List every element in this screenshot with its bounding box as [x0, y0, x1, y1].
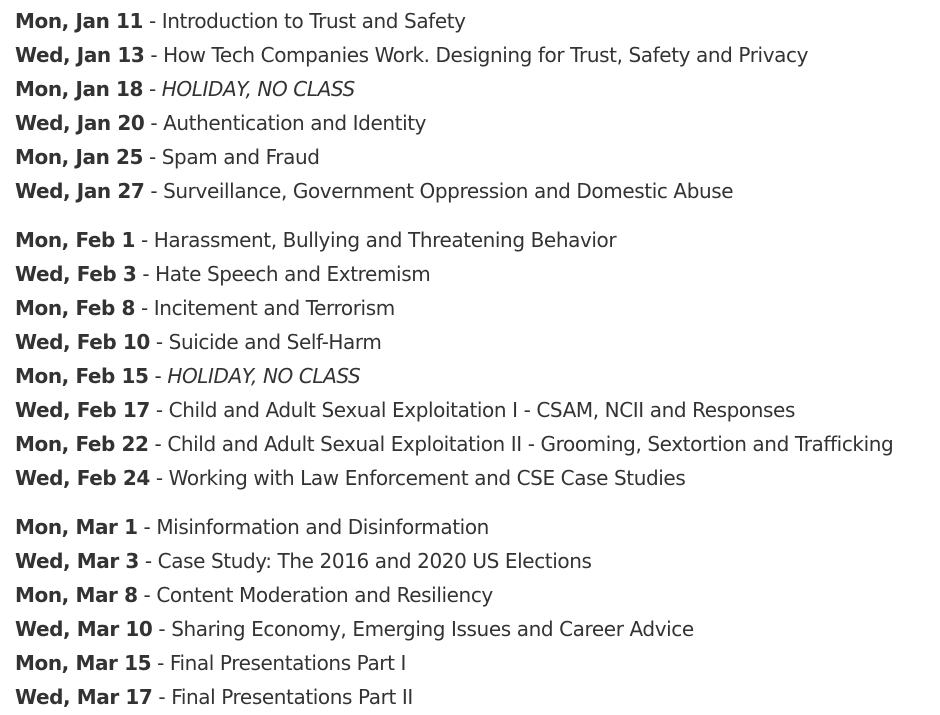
schedule-row — [15, 646, 940, 680]
separator: - — [149, 466, 169, 490]
session-date: Wed, Feb 17 — [15, 398, 150, 422]
separator: - — [144, 179, 164, 203]
separator: - — [137, 515, 157, 539]
separator: - — [149, 398, 169, 422]
separator: - — [149, 330, 169, 354]
schedule-row — [15, 461, 940, 495]
session-date: Wed, Jan 13 — [15, 43, 145, 67]
session-date: Wed, Mar 3 — [15, 549, 139, 573]
session-date: Mon, Feb 1 — [15, 228, 136, 252]
separator: - — [148, 364, 168, 388]
session-topic: Surveillance, Government Oppression and Domestic Abuse — [163, 179, 734, 203]
separator: - — [144, 43, 164, 67]
separator: - — [143, 9, 162, 33]
schedule-row — [15, 4, 940, 38]
schedule-row — [15, 680, 940, 714]
session-date: Mon, Feb 22 — [15, 432, 149, 456]
session-topic: Suicide and Self-Harm — [168, 330, 382, 354]
schedule-row — [15, 38, 940, 72]
schedule-row — [15, 427, 940, 461]
session-topic: Child and Adult Sexual Exploitation I - CSAM, NCII and Responses — [168, 398, 795, 422]
holiday-notice: HOLIDAY, NO CLASS — [161, 77, 355, 101]
month-group-jan — [15, 4, 940, 208]
separator: - — [135, 296, 154, 320]
session-date: Wed, Jan 27 — [15, 179, 145, 203]
session-topic: Introduction to Trust and Safety — [161, 9, 466, 33]
session-date: Wed, Feb 3 — [15, 262, 137, 286]
session-topic: Final Presentations Part I — [169, 651, 407, 675]
separator: - — [136, 262, 156, 286]
separator: - — [143, 145, 162, 169]
schedule-row — [15, 578, 940, 612]
separator: - — [137, 583, 157, 607]
separator: - — [151, 651, 170, 675]
session-date: Mon, Jan 11 — [15, 9, 144, 33]
separator: - — [148, 432, 168, 456]
session-date: Wed, Feb 10 — [15, 330, 150, 354]
session-date: Mon, Mar 1 — [15, 515, 138, 539]
session-date: Mon, Mar 8 — [15, 583, 138, 607]
session-date: Wed, Mar 10 — [15, 617, 153, 641]
month-group-mar — [15, 510, 940, 714]
separator: - — [138, 549, 158, 573]
holiday-notice: HOLIDAY, NO CLASS — [167, 364, 361, 388]
schedule-row — [15, 223, 940, 257]
schedule-row — [15, 393, 940, 427]
session-date: Mon, Feb 15 — [15, 364, 149, 388]
session-topic: Spam and Fraud — [161, 145, 320, 169]
session-topic: Case Study: The 2016 and 2020 US Elections — [157, 549, 592, 573]
session-topic: Final Presentations Part II — [171, 685, 413, 709]
month-group-feb — [15, 223, 940, 495]
session-topic: Misinformation and Disinformation — [156, 515, 489, 539]
schedule-row — [15, 325, 940, 359]
session-topic: Child and Adult Sexual Exploitation II - Grooming, Sextortion and Trafficking — [167, 432, 894, 456]
schedule-row — [15, 106, 940, 140]
separator: - — [152, 685, 172, 709]
session-date: Mon, Jan 25 — [15, 145, 144, 169]
session-date: Mon, Jan 18 — [15, 77, 144, 101]
session-topic: Working with Law Enforcement and CSE Case Studies — [168, 466, 686, 490]
session-date: Mon, Mar 15 — [15, 651, 152, 675]
session-topic: Hate Speech and Extremism — [155, 262, 431, 286]
separator: - — [135, 228, 154, 252]
separator: - — [143, 77, 162, 101]
schedule-row — [15, 291, 940, 325]
schedule-row — [15, 359, 940, 393]
session-topic: Content Moderation and Resiliency — [156, 583, 493, 607]
schedule-row — [15, 174, 940, 208]
schedule-row — [15, 510, 940, 544]
session-date: Wed, Jan 20 — [15, 111, 145, 135]
session-topic: Sharing Economy, Emerging Issues and Career Advice — [171, 617, 694, 641]
session-date: Mon, Feb 8 — [15, 296, 136, 320]
schedule-row — [15, 612, 940, 646]
schedule-row — [15, 72, 940, 106]
session-topic: Incitement and Terrorism — [153, 296, 395, 320]
session-date: Wed, Mar 17 — [15, 685, 153, 709]
session-topic: How Tech Companies Work. Designing for Trust, Safety and Privacy — [163, 43, 809, 67]
schedule-row — [15, 544, 940, 578]
session-topic: Harassment, Bullying and Threatening Behavior — [153, 228, 617, 252]
schedule-row — [15, 140, 940, 174]
separator: - — [152, 617, 172, 641]
separator: - — [144, 111, 164, 135]
session-topic: Authentication and Identity — [163, 111, 427, 135]
session-date: Wed, Feb 24 — [15, 466, 150, 490]
schedule-row — [15, 257, 940, 291]
